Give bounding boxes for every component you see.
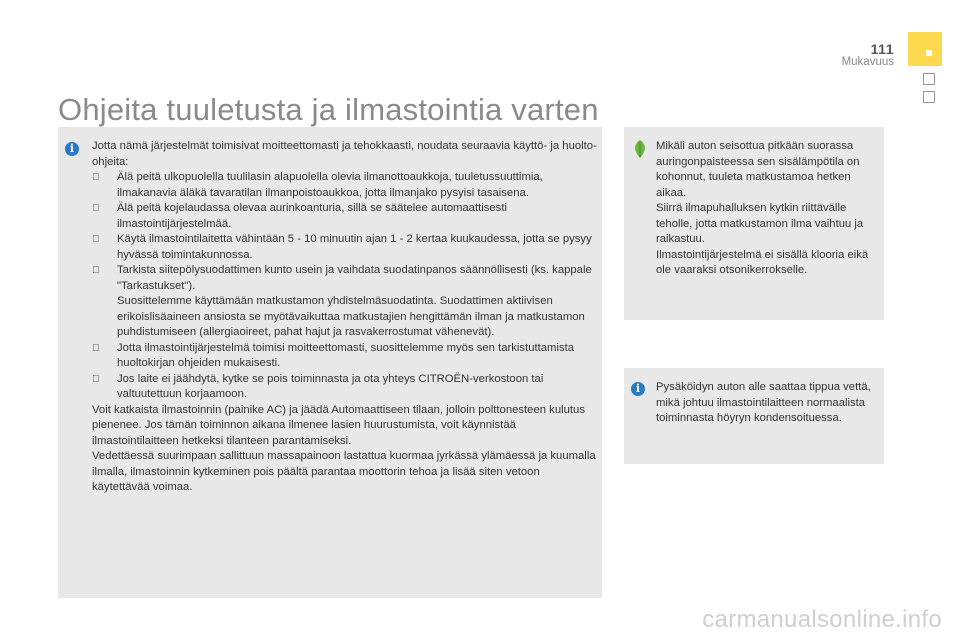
bullet-icon (92, 372, 100, 388)
load-paragraph: Vedettäessä suurimpaan sallittuun massapainoon lastattua kuormaa jyrkässä ylämäessä ja kuumalla ilmalla, ilmastoinnin kytkeminen pois päältä parantaa moottorin tehoa ja lisää siten vetoon käytettävää voimaa. (92, 450, 596, 493)
eco-text-line: Mikäli auton seisottua pitkään suorassa auringonpaisteessa sen sisälämpötila on kohonnut, tuuleta matkustamoa hetken aikaa. (656, 140, 860, 199)
list-item: Jotta ilmastointijärjestelmä toimisi moitteettomasti, suosittelemme myös sen tarkistuttamista huoltokirjan ohjeiden mukaisesti. (92, 341, 597, 372)
list-item: Jos laite ei jäähdytä, kytke se pois toiminnasta ja ota yhteys CITROËN-verkostoon tai valtuutettuun korjaamoon. (92, 372, 597, 403)
list-item: Käytä ilmastointilaitetta vähintään 5 - 10 minuutin ajan 1 - 2 kertaa kuukaudessa, jotta se pysyy hyvässä toimintakunnossa. (92, 232, 597, 263)
bullet-icon (92, 170, 100, 186)
tab-marker (926, 50, 932, 56)
bullet-icon (92, 232, 100, 248)
eco-text-line: Ilmastointijärjestelmä ei sisällä klooria eikä ole vaaraksi otsonikerrokselle. (656, 248, 869, 276)
list-item: Älä peitä ulkopuolella tuulilasin alapuolella olevia ilmanottoaukkoja, tuuletussuuttimia, ilmakanavia äläkä tavaratilan ilmanpoistoaukkoa, jotta ilmanjako pysyisi tasaisena. (92, 170, 597, 201)
bullet-icon (92, 341, 100, 357)
page-number: 111 (870, 41, 894, 57)
list-item: Älä peitä kojelaudassa olevaa aurinkoanturia, sillä se säätelee automaattisesti ilmastointijärjestelmää. (92, 201, 597, 232)
main-info-text (92, 139, 597, 496)
section-name: Mukavuus (841, 56, 894, 68)
info-icon: i (631, 382, 645, 396)
eco-text-line: Siirrä ilmapuhalluksen kytkin riittävälle teholle, jotta matkustamon ilma vaihtuu ja raikastuu. (656, 202, 864, 245)
page-title: Ohjeita tuuletusta ja ilmastointia varten (58, 92, 599, 127)
eco-info-text (656, 139, 878, 279)
section-tab-1[interactable] (923, 73, 935, 85)
condensation-info-text: Pysäköidyn auton alle saattaa tippua vettä, mikä johtuu ilmastointilaitteen normaalista toiminnasta höyryn kondensoituessa. (656, 381, 871, 424)
section-tab-active[interactable] (908, 32, 942, 66)
intro-text: Jotta nämä järjestelmät toimisivat moitteettomasti ja tehokkaasti, noudata seuraavia käyttö- ja huolto-ohjeita: (92, 140, 597, 168)
section-tab-2[interactable] (923, 91, 935, 103)
watermark: carmanualsonline.info (702, 606, 942, 633)
info-icon: i (65, 142, 79, 156)
bullet-icon (92, 201, 100, 217)
bullet-icon (92, 263, 100, 279)
list-item: Tarkista siitepölysuodattimen kunto usein ja vaihdata suodatinpanos säännöllisesti (ks. kappale "Tarkastukset"). (92, 263, 597, 294)
leaf-icon (632, 139, 648, 159)
list-item-continuation: Suosittelemme käyttämään matkustamon yhdistelmäsuodatinta. Suodattimen aktiivisen erikoislisäaineen ansiosta se myötävaikuttaa matkustajien hengittämän ilman ja matkustamon puhdistumiseen (allergiaoireet, pahat hajut ja rasvakerrostumat vähenevät). (117, 295, 585, 338)
ac-paragraph: Voit katkaista ilmastoinnin (painike AC) ja jäädä Automaattiseen tilaan, jolloin polttonesteen kulutus pienenee. Jos tämän toiminnon aikana ilmenee lasien huurustumista, voit käynnistää ilmastointilaitteen hetkeksi tilanteen parantamiseksi. (92, 403, 585, 447)
